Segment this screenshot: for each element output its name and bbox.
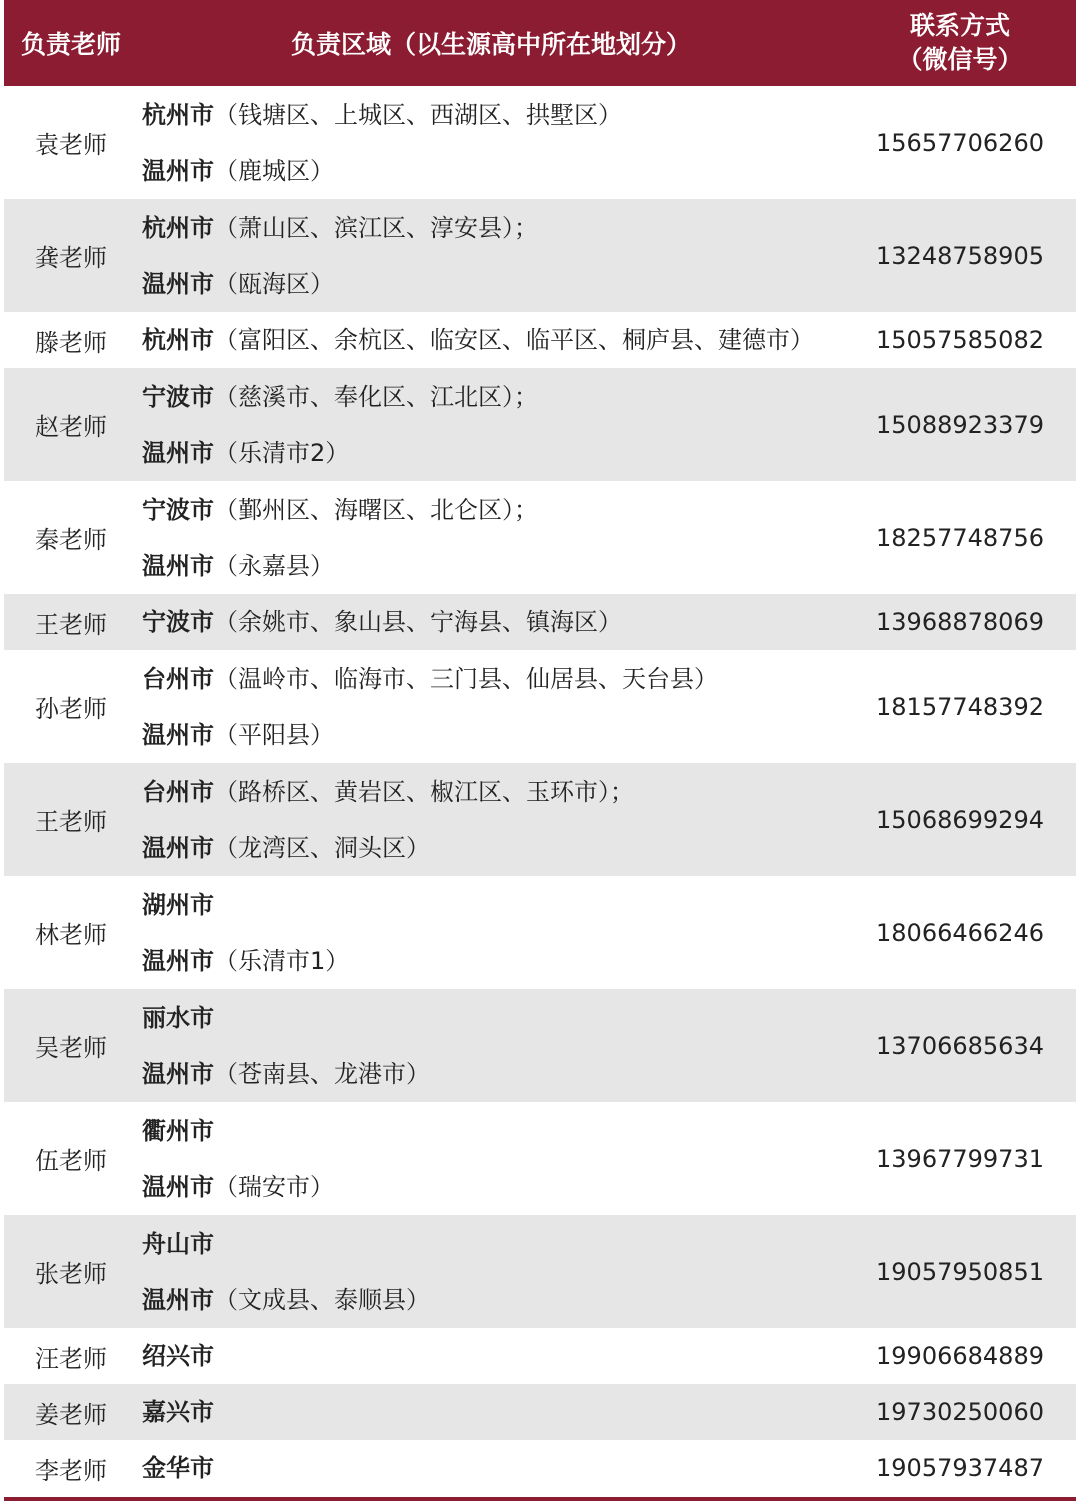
region-cell bbox=[138, 989, 844, 1102]
contact-table bbox=[4, 0, 1076, 1496]
city-name: 温州市 bbox=[142, 833, 214, 862]
district-list: （鄞州区、海曙区、北仑区）； bbox=[214, 495, 538, 524]
city-name: 丽水市 bbox=[142, 1003, 214, 1032]
district-list: （文成县、泰顺县） bbox=[214, 1285, 430, 1314]
city-name: 台州市 bbox=[142, 777, 214, 806]
region-cell bbox=[138, 1215, 844, 1328]
region-line bbox=[142, 764, 844, 820]
wechat-id: 15657706260 bbox=[876, 128, 1044, 157]
region-line bbox=[142, 87, 844, 143]
table-row bbox=[4, 1102, 1076, 1215]
wechat-id: 19730250060 bbox=[876, 1398, 1044, 1426]
region-line bbox=[142, 425, 844, 481]
district-list: （平阳县） bbox=[214, 720, 334, 749]
teacher-name: 袁老师 bbox=[35, 131, 107, 159]
wechat-id: 15088923379 bbox=[876, 410, 1044, 439]
wechat-id: 13967799731 bbox=[876, 1144, 1044, 1173]
district-list: （苍南县、龙港市） bbox=[214, 1059, 430, 1088]
city-name: 温州市 bbox=[142, 1285, 214, 1314]
region-line bbox=[142, 143, 844, 199]
region-line bbox=[142, 1272, 844, 1328]
district-list: （路桥区、黄岩区、椒江区、玉环市）； bbox=[214, 777, 634, 806]
wechat-id: 15057585082 bbox=[876, 326, 1044, 354]
city-name: 温州市 bbox=[142, 438, 214, 467]
city-name: 温州市 bbox=[142, 551, 214, 580]
teacher-name: 龚老师 bbox=[35, 244, 107, 272]
city-name: 杭州市 bbox=[142, 213, 214, 242]
region-line bbox=[142, 1159, 844, 1215]
district-list: （萧山区、滨江区、淳安县）； bbox=[214, 213, 538, 242]
region-line bbox=[142, 1103, 844, 1159]
city-name: 温州市 bbox=[142, 269, 214, 298]
region-line bbox=[142, 482, 844, 538]
district-list: （富阳区、余杭区、临安区、临平区、桐庐县、建德市） bbox=[214, 326, 814, 354]
table-header bbox=[4, 0, 1076, 86]
table-row bbox=[4, 1384, 1076, 1440]
region-line bbox=[142, 707, 844, 763]
region-cell bbox=[138, 312, 844, 368]
teacher-name: 张老师 bbox=[35, 1260, 107, 1288]
wechat-id: 19057950851 bbox=[876, 1257, 1044, 1286]
table-row bbox=[4, 763, 1076, 876]
table-body bbox=[4, 86, 1076, 1496]
wechat-id: 13706685634 bbox=[876, 1031, 1044, 1060]
teacher-name: 林老师 bbox=[35, 921, 107, 949]
header-contact-line2: （微信号） bbox=[897, 45, 1023, 74]
city-name: 宁波市 bbox=[142, 608, 214, 636]
header-contact bbox=[844, 0, 1076, 86]
region-line bbox=[142, 369, 844, 425]
header-region: 负责区域（以生源高中所在地划分） bbox=[290, 30, 691, 59]
teacher-name: 秦老师 bbox=[35, 526, 107, 554]
region-cell bbox=[138, 1440, 844, 1496]
teacher-name: 姜老师 bbox=[35, 1400, 107, 1429]
city-name: 杭州市 bbox=[142, 100, 214, 129]
header-contact-line1: 联系方式 bbox=[909, 11, 1010, 40]
region-cell bbox=[138, 1384, 844, 1440]
teacher-name: 伍老师 bbox=[35, 1147, 107, 1175]
region-line bbox=[142, 312, 844, 368]
table-row bbox=[4, 989, 1076, 1102]
teacher-name: 吴老师 bbox=[35, 1034, 107, 1062]
teacher-name: 王老师 bbox=[35, 808, 107, 836]
region-cell bbox=[138, 876, 844, 989]
table-row bbox=[4, 1440, 1076, 1496]
region-line bbox=[142, 1384, 844, 1440]
region-line bbox=[142, 820, 844, 876]
city-name: 宁波市 bbox=[142, 382, 214, 411]
wechat-id: 19906684889 bbox=[876, 1342, 1044, 1370]
teacher-name: 王老师 bbox=[35, 610, 107, 639]
header-teacher: 负责老师 bbox=[20, 30, 121, 59]
table-row bbox=[4, 199, 1076, 312]
region-line bbox=[142, 1440, 844, 1496]
city-name: 温州市 bbox=[142, 720, 214, 749]
district-list: （龙湾区、洞头区） bbox=[214, 833, 430, 862]
region-line bbox=[142, 1046, 844, 1102]
region-line bbox=[142, 594, 844, 650]
city-name: 金华市 bbox=[142, 1454, 214, 1482]
city-name: 温州市 bbox=[142, 1172, 214, 1201]
region-cell bbox=[138, 594, 844, 650]
city-name: 台州市 bbox=[142, 664, 214, 693]
region-line bbox=[142, 1328, 844, 1384]
district-list: （瓯海区） bbox=[214, 269, 334, 298]
wechat-id: 13248758905 bbox=[876, 241, 1044, 270]
table-row bbox=[4, 1215, 1076, 1328]
district-list: （瑞安市） bbox=[214, 1172, 334, 1201]
table-row bbox=[4, 312, 1076, 368]
region-line bbox=[142, 1216, 844, 1272]
city-name: 宁波市 bbox=[142, 495, 214, 524]
city-name: 湖州市 bbox=[142, 890, 214, 919]
region-cell bbox=[138, 650, 844, 763]
region-line bbox=[142, 256, 844, 312]
teacher-name: 李老师 bbox=[35, 1456, 107, 1485]
table-row bbox=[4, 481, 1076, 594]
table-row bbox=[4, 876, 1076, 989]
district-list: （永嘉县） bbox=[214, 551, 334, 580]
district-list: （钱塘区、上城区、西湖区、拱墅区） bbox=[214, 100, 622, 129]
region-line bbox=[142, 933, 844, 989]
wechat-id: 18257748756 bbox=[876, 523, 1044, 552]
bottom-rule bbox=[4, 1497, 1076, 1501]
table-row bbox=[4, 1328, 1076, 1384]
wechat-id: 15068699294 bbox=[876, 805, 1044, 834]
region-cell bbox=[138, 199, 844, 312]
district-list: （乐清市2） bbox=[214, 438, 350, 467]
region-line bbox=[142, 651, 844, 707]
district-list: （温岭市、临海市、三门县、仙居县、天台县） bbox=[214, 664, 718, 693]
region-cell bbox=[138, 1328, 844, 1384]
district-list: （慈溪市、奉化区、江北区）； bbox=[214, 382, 538, 411]
wechat-id: 18066466246 bbox=[876, 918, 1044, 947]
city-name: 温州市 bbox=[142, 946, 214, 975]
table-row bbox=[4, 594, 1076, 650]
wechat-id: 19057937487 bbox=[876, 1454, 1044, 1482]
table-row bbox=[4, 86, 1076, 199]
teacher-name: 滕老师 bbox=[35, 328, 107, 357]
table-row bbox=[4, 650, 1076, 763]
wechat-id: 18157748392 bbox=[876, 692, 1044, 721]
city-name: 舟山市 bbox=[142, 1229, 214, 1258]
city-name: 嘉兴市 bbox=[142, 1398, 214, 1426]
table-row bbox=[4, 368, 1076, 481]
region-cell bbox=[138, 763, 844, 876]
region-cell bbox=[138, 86, 844, 199]
region-line bbox=[142, 990, 844, 1046]
city-name: 温州市 bbox=[142, 156, 214, 185]
teacher-name: 汪老师 bbox=[35, 1344, 107, 1373]
region-line bbox=[142, 877, 844, 933]
city-name: 绍兴市 bbox=[142, 1342, 214, 1370]
region-line bbox=[142, 200, 844, 256]
teacher-name: 孙老师 bbox=[35, 695, 107, 723]
region-cell bbox=[138, 368, 844, 481]
district-list: （余姚市、象山县、宁海县、镇海区） bbox=[214, 608, 622, 636]
wechat-id: 13968878069 bbox=[876, 608, 1044, 636]
city-name: 衢州市 bbox=[142, 1116, 214, 1145]
district-list: （乐清市1） bbox=[214, 946, 350, 975]
region-line bbox=[142, 538, 844, 594]
city-name: 温州市 bbox=[142, 1059, 214, 1088]
city-name: 杭州市 bbox=[142, 326, 214, 354]
region-cell bbox=[138, 481, 844, 594]
district-list: （鹿城区） bbox=[214, 156, 334, 185]
teacher-name: 赵老师 bbox=[35, 413, 107, 441]
region-cell bbox=[138, 1102, 844, 1215]
